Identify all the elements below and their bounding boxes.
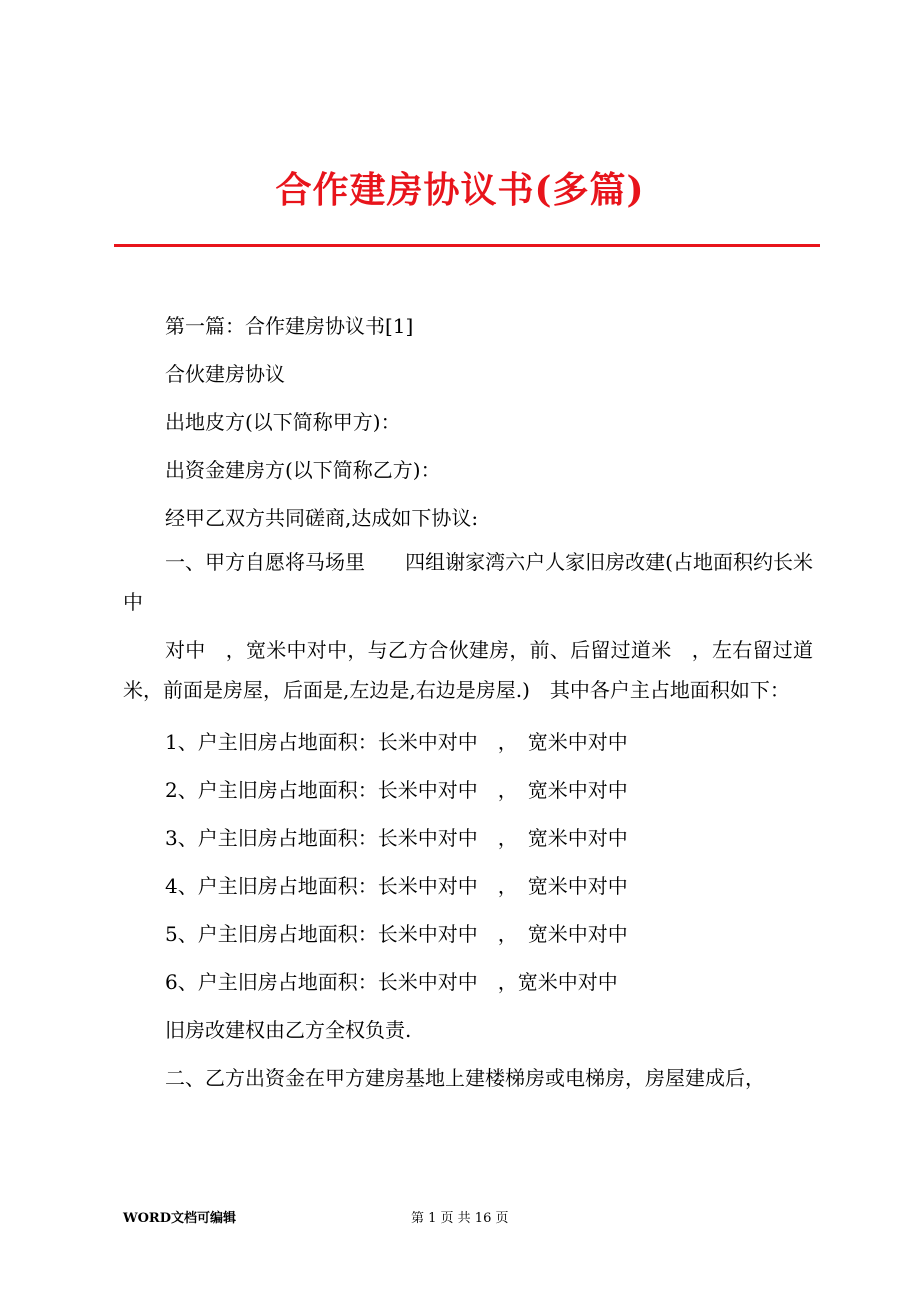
- document-body: [123, 302, 813, 1102]
- list-item: 6、户主旧房占地面积：长米中对中 ，宽米中对中: [165, 970, 618, 994]
- title-rule: [114, 244, 820, 247]
- list-item: 3、户主旧房占地面积：长米中对中 ， 宽米中对中: [165, 826, 628, 850]
- footer-label: WORD文档可编辑: [123, 1211, 237, 1226]
- list-item: 4、户主旧房占地面积：长米中对中 ， 宽米中对中: [165, 874, 628, 898]
- paragraph: 合伙建房协议: [165, 362, 285, 386]
- paragraph: 经甲乙双方共同磋商,达成如下协议:: [165, 506, 479, 530]
- paragraph: 旧房改建权由乙方全权负责.: [165, 1018, 412, 1042]
- paragraph: 对中 ，宽米中对中，与乙方合伙建房，前、后留过道米 ，左右留过道米，前面是房屋，后面是,左边是,右边是房屋.) 其中各户主占地面积如下：: [123, 638, 813, 702]
- paragraph: 一、甲方自愿将马场里 四组谢家湾六户人家旧房改建(占地面积约长米中: [123, 550, 813, 614]
- document-title: 合作建房协议书(多篇): [275, 169, 645, 211]
- paragraph: 出地皮方(以下简称甲方)：: [165, 410, 401, 434]
- page-number: 第 1 页 共 16 页: [411, 1211, 509, 1226]
- list-item: 5、户主旧房占地面积：长米中对中 ， 宽米中对中: [165, 922, 628, 946]
- paragraph: 出资金建房方(以下简称乙方)：: [165, 458, 441, 482]
- list-item: 1、户主旧房占地面积：长米中对中 ， 宽米中对中: [165, 730, 628, 754]
- paragraph: 第一篇：合作建房协议书[1]: [165, 314, 414, 338]
- list-item: 2、户主旧房占地面积：长米中对中 ， 宽米中对中: [165, 778, 628, 802]
- paragraph: 二、乙方出资金在甲方建房基地上建楼梯房或电梯房，房屋建成后，: [165, 1066, 765, 1090]
